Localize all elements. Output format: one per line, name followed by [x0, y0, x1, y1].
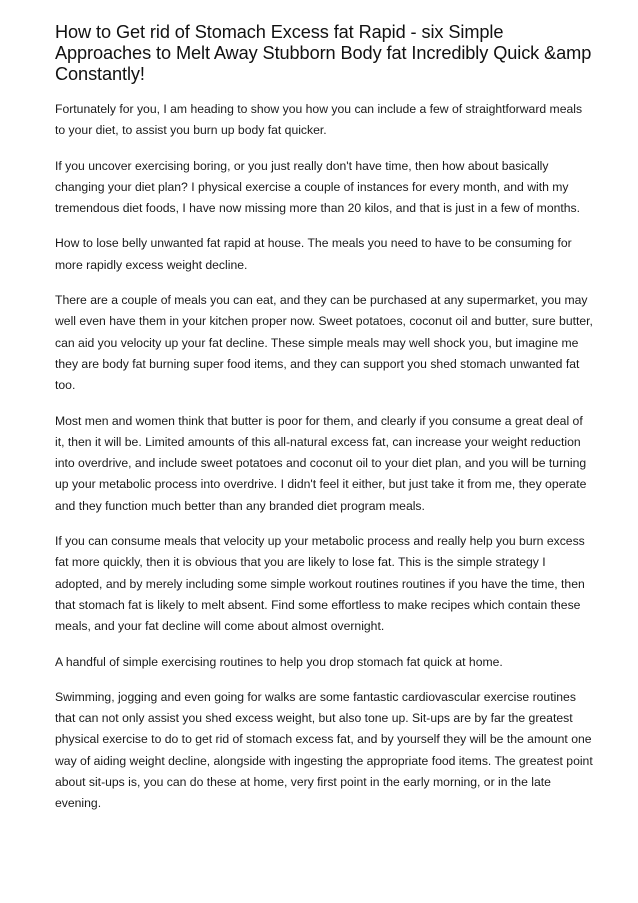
- paragraph-1: Fortunately for you, I am heading to show you how you can include a few of straightforward meals to your diet, to assist you burn up body fat quicker.: [55, 102, 583, 138]
- paragraph-8: Swimming, jogging and even going for walks are some fantastic cardiovascular exercise routines that can not only assist you shed excess weight, but also tone up. Sit-ups are by far the greatest physical exercise to do to get rid of stomach excess fat, and by yourself they will be the amount one way of aiding weight decline, alongside with ingesting the appropriate food items. The greatest point about sit-ups is, you can do these at home, very first point in the early morning, or in the late evening.: [55, 689, 593, 811]
- paragraph-5: Most men and women think that butter is poor for them, and clearly if you consume a great deal of it, then it will be. Limited amounts of this all-natural excess fat, can increase your weight reduction into overdrive, and include sweet potatoes and coconut oil to your diet plan, and you will be turning up your metabolic process into overdrive. I didn't feel it either, but just take it from me, they operate and they function much better than any branded diet program meals.: [55, 413, 587, 513]
- document-page: [55, 22, 595, 829]
- document-title: How to Get rid of Stomach Excess fat Rapid - six Simple Approaches to Melt Away Stubborn Body fat Incredibly Quick &amp Constantly!: [55, 22, 592, 84]
- paragraph-2: If you uncover exercising boring, or you just really don't have time, then how about basically changing your diet plan? I physical exercise a couple of instances for every month, and with my tremendous diet foods, I have now missing more than 20 kilos, and that is just in a few of months.: [55, 158, 581, 216]
- paragraph-4: There are a couple of meals you can eat, and they can be purchased at any supermarket, you may well even have them in your kitchen proper now. Sweet potatoes, coconut oil and butter, sure butter, can aid you velocity up your fat decline. These simple meals may well shock you, but imagine me they are body fat burning super food items, and they can support you shed stomach unwanted fat too.: [55, 293, 593, 393]
- paragraph-3: How to lose belly unwanted fat rapid at house. The meals you need to have to be consuming for more rapidly excess weight decline.: [55, 236, 572, 272]
- paragraph-6: If you can consume meals that velocity up your metabolic process and really help you burn excess fat more quickly, then it is obvious that you are likely to lose fat. This is the simple strategy I adopted, and by merely including some simple workout routines routines if you have the time, then that stomach fat is likely to melt absent. Find some effortless to make recipes which contain these meals, and your fat decline will come about almost overnight.: [55, 534, 585, 634]
- paragraph-7: A handful of simple exercising routines to help you drop stomach fat quick at home.: [55, 654, 503, 669]
